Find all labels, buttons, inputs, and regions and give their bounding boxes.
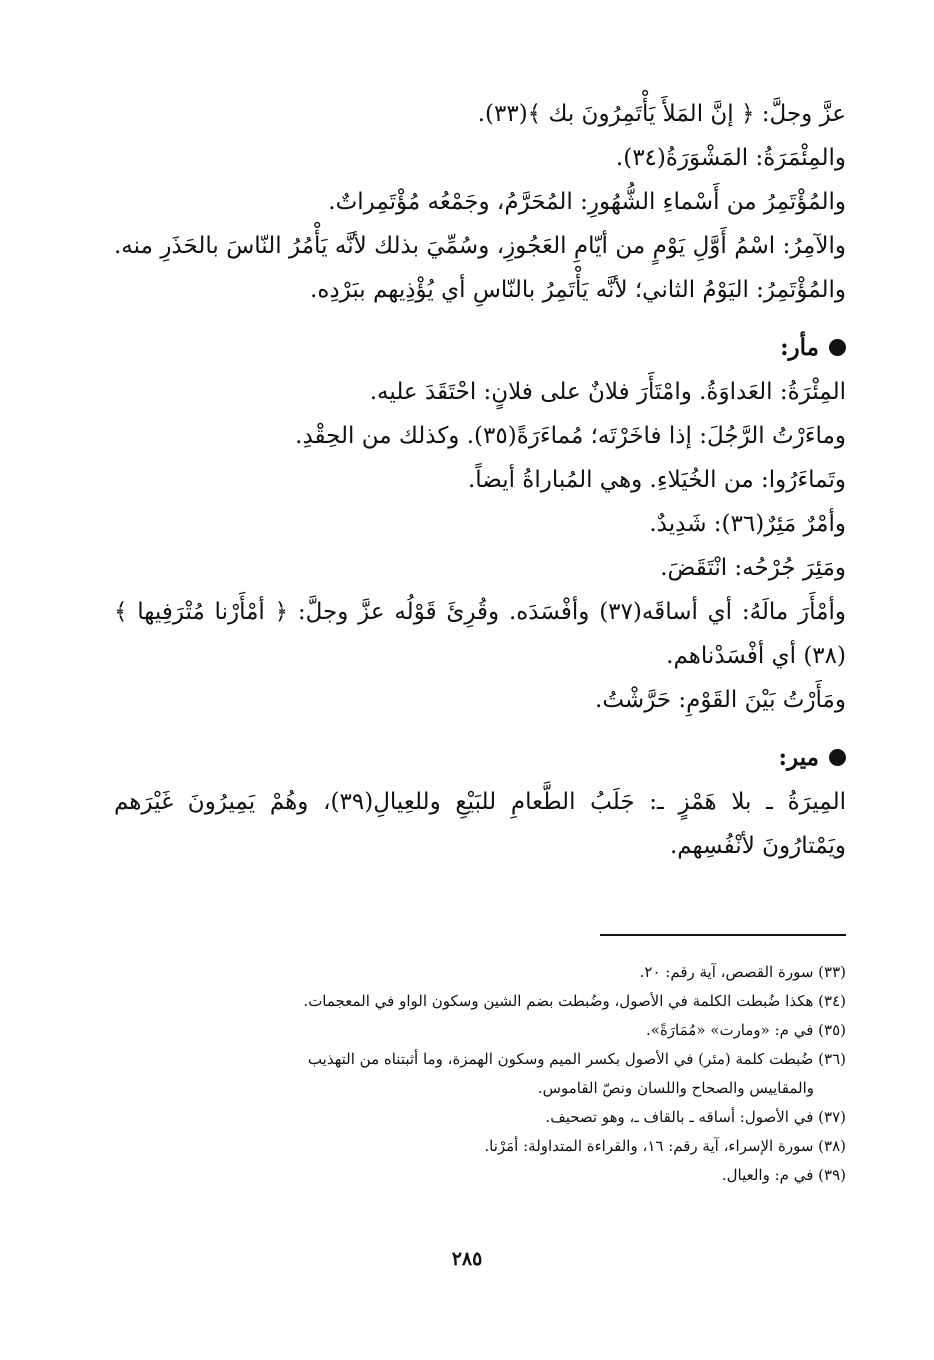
text-line: وأمْرٌ مَئِرٌ(٣٦): شَدِيدٌ.: [649, 511, 846, 537]
text-line: وأمْأَرَ مالَهُ: أي أساقَه(٣٧) وأفْسَدَه. وقُرِئَ قَوْلُه عزَّ وجلَّ: ﴿ أمْأَرْنا مُتْرَفِيها ﴾(٣٨) أي أفْسَدْناهم.: [114, 599, 846, 669]
text-line: المِيرَةُ ـ بلا هَمْزٍ ـ: جَلَبُ الطَّعامِ للبَيْعِ وللعِيالِ(٣٩)، وهُمْ يَمِيرُونَ غَيْرَهم ويَمْتارُونَ لأنْفُسِهم.: [114, 789, 846, 859]
footnote-divider: [600, 934, 846, 936]
text-line: وتَماءَرُوا: من الخُيَلاءِ. وهي المُباراةُ أيضاً.: [467, 467, 846, 493]
footnote: (٣٦) ضُبطت كلمة (مئر) في الأصول بكسر الميم وسكون الهمزة، وما أثبتناه من التهذيب: [307, 1050, 846, 1068]
text-line: والآمِرُ: اسْمُ أَوَّلِ يَوْمٍ من أيّامِ العَجُوزِ، وسُمِّيَ بذلك لأنَّه يَأْمُرُ النّاسَ بالحَذَرِ منه. والمُؤْتَمِرُ: اليَوْمُ الثاني؛ لأنَّه يَأْتَمِرُ بالنّاسِ أي يُؤْذِيهم ببَرْدِه.: [114, 233, 846, 303]
text-line: عزَّ وجلَّ: ﴿ إنَّ المَلأَ يَأْتَمِرُونَ بك ﴾(٣٣).: [477, 101, 846, 127]
bullet-dot-icon: [829, 749, 846, 766]
footnote: (٣٨) سورة الإسراء، آية رقم: ١٦، والقراءة المتداولة: أمَرْنا.: [484, 1137, 846, 1155]
footnote: (٣٣) سورة القصص، آية رقم: ٢٠.: [639, 963, 846, 981]
text-line: ومَئِرَ جُرْحُه: انْتَقَضَ.: [660, 555, 846, 581]
footnote: (٣٥) في م: «ومارت» «مُمَارَةً».: [646, 1021, 846, 1039]
page-number: ٢٨٥: [451, 1248, 483, 1270]
section-gap: [114, 312, 846, 326]
footnote: (٣٧) في الأصول: أساقه ـ بالقاف ـ، وهو تصحيف.: [545, 1108, 846, 1126]
text-line: وماءَرْتُ الرَّجُلَ: إذا فاخَرْتَه؛ مُماءَرَةً(٣٥). وكذلك من الحِقْدِ.: [295, 423, 846, 449]
section-gap: [114, 722, 846, 736]
footnotes: [116, 958, 846, 1190]
section-heading-maar: [114, 326, 846, 370]
text-line: المِئْرَةُ: العَداوَةُ. وامْتَأَرَ فلانٌ على فلانٍ: احْتَقَدَ عليه.: [369, 379, 846, 405]
bullet-dot-icon: [829, 339, 846, 356]
text-line: والمِئْمَرَةُ: المَشْوَرَةُ(٣٤).: [615, 145, 846, 171]
section-heading-label: مأر:: [780, 334, 819, 361]
text-line: والمُؤْتَمِرُ من أَسْماءِ الشُّهُورِ: المُحَرَّمُ، وجَمْعُه مُؤْتَمِراتٌ.: [328, 189, 846, 215]
footnote: (٣٤) هكذا ضُبطت الكلمة في الأصول، وضُبطت بضم الشين وسكون الواو في المعجمات.: [303, 992, 846, 1010]
footnote: (٣٩) في م: والعيال.: [721, 1166, 846, 1184]
text-line: ومَأَرْتُ بَيْنَ القَوْمِ: حَرَّشْتُ.: [595, 687, 846, 713]
main-text: [114, 92, 846, 868]
section-heading-label: مير:: [778, 744, 819, 771]
section-heading-mayr: [114, 736, 846, 780]
footnote-continuation: والمقاييس والصحاح واللسان ونصّ القاموس.: [537, 1079, 814, 1097]
